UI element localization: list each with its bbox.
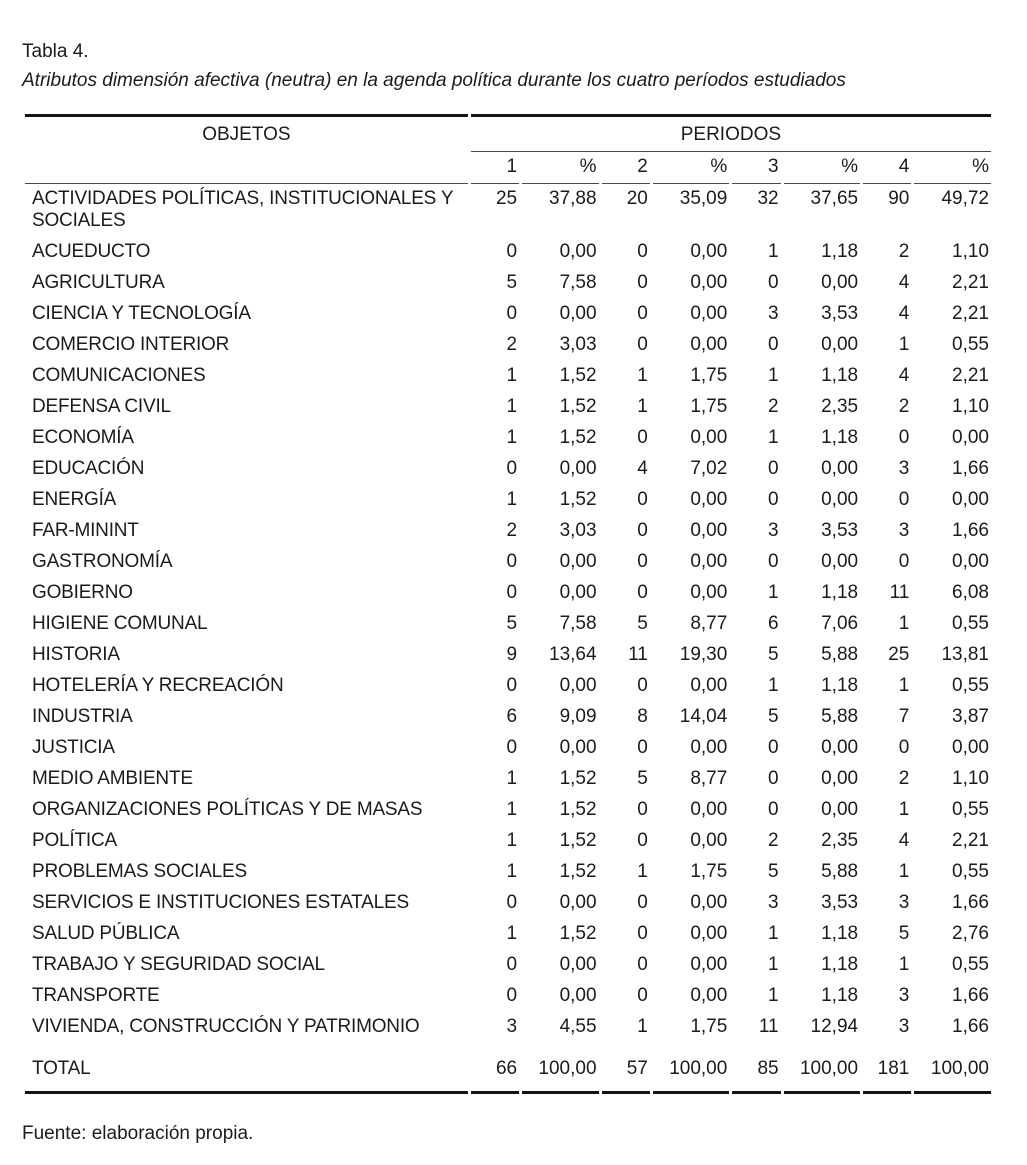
row-count-value: 0 (506, 241, 518, 262)
row-percent-value: 1,66 (952, 892, 989, 913)
row-percent-value: 5,88 (821, 861, 859, 882)
row-percent-value: 1,18 (821, 241, 859, 262)
row-percent-value: 0,00 (952, 551, 989, 572)
row-percent-value: 13,81 (941, 644, 989, 665)
row-percent-value: 5,88 (821, 706, 859, 727)
row-count-value: 5 (637, 613, 648, 634)
row-count-value: 0 (768, 737, 779, 758)
row-count-value: 3 (898, 985, 910, 1006)
row-count-value: 0 (768, 272, 779, 293)
table-row (25, 1012, 991, 1043)
row-count-value: 0 (506, 551, 518, 572)
row-count-value: 1 (506, 830, 518, 851)
row-percent-value: 5,88 (821, 644, 859, 665)
row-percent-value: 0,00 (690, 737, 728, 758)
row-percent-value: 0,00 (559, 551, 597, 572)
row-percent-value: 3,53 (821, 303, 859, 324)
row-count-value: 1 (637, 396, 648, 417)
table-row (25, 981, 991, 1012)
row-count-value: 0 (637, 830, 648, 851)
row-count-value: 1 (637, 861, 648, 882)
row-count-value: 5 (768, 861, 779, 882)
row-count-value: 32 (757, 188, 779, 209)
row-percent-value: 7,58 (559, 613, 597, 634)
row-percent-value: 3,87 (952, 706, 989, 727)
row-percent-value: 2,21 (952, 272, 989, 293)
row-percent-value: 1,52 (559, 768, 597, 789)
row-label: FAR-MININT (32, 520, 139, 541)
table-body (25, 184, 991, 1094)
table-label: Tabla 4. (22, 41, 89, 62)
data-table (22, 114, 994, 1094)
row-label: AGRICULTURA (32, 272, 165, 293)
row-count-value: 5 (506, 272, 518, 293)
row-percent-value: 1,66 (952, 985, 989, 1006)
row-count-value: 0 (898, 489, 910, 510)
row-count-value: 0 (637, 737, 648, 758)
row-count-value: 0 (506, 675, 518, 696)
table-row (25, 454, 991, 485)
row-percent-value: 1,66 (952, 458, 989, 479)
row-percent-value: 0,00 (821, 458, 859, 479)
row-percent-value: 1,52 (559, 396, 597, 417)
row-count-value: 0 (637, 551, 648, 572)
row-percent-value: 4,55 (559, 1016, 597, 1037)
table-row (25, 392, 991, 423)
row-count-value: 11 (758, 1016, 779, 1037)
row-count-value: 0 (637, 923, 648, 944)
row-percent-value: 0,00 (559, 241, 597, 262)
row-count-value: 0 (637, 272, 648, 293)
row-count-value: 3 (898, 458, 910, 479)
row-percent-value: 0,00 (690, 427, 728, 448)
table-row (25, 516, 991, 547)
row-count-value: 5 (898, 923, 910, 944)
row-percent-value: 1,10 (952, 396, 989, 417)
row-percent-value: 0,00 (690, 334, 728, 355)
row-count-value: 90 (888, 188, 910, 209)
row-count-value: 3 (768, 520, 779, 541)
row-count-value: 1 (898, 799, 910, 820)
row-percent-value: 2,35 (821, 396, 859, 417)
row-percent-value: 2,76 (952, 923, 989, 944)
row-count-value: 5 (637, 768, 648, 789)
row-count-value: 0 (768, 458, 779, 479)
row-count-value: 0 (637, 520, 648, 541)
row-count-value: 0 (898, 551, 910, 572)
row-label: COMUNICACIONES (32, 365, 206, 386)
table-row (25, 795, 991, 826)
row-percent-value: 1,52 (559, 830, 597, 851)
row-count-value: 2 (898, 396, 910, 417)
row-percent-value: 7,58 (559, 272, 597, 293)
row-percent-value: 49,72 (941, 188, 989, 209)
row-label: VIVIENDA, CONSTRUCCIÓN Y PATRIMONIO (32, 1016, 420, 1037)
row-label: MEDIO AMBIENTE (32, 768, 193, 789)
row-label: POLÍTICA (32, 830, 117, 851)
total-label: TOTAL (25, 1043, 468, 1094)
row-percent-value: 7,06 (821, 613, 859, 634)
row-count-value: 1 (768, 241, 779, 262)
row-label: DEFENSA CIVIL (32, 396, 171, 417)
row-count-value: 11 (628, 644, 648, 665)
row-count-value: 0 (768, 334, 779, 355)
row-count-value: 0 (768, 489, 779, 510)
table-title: Atributos dimensión afectiva (neutra) en la agenda política durante los cuatro períodos estudiados (22, 70, 846, 91)
row-label: TRABAJO Y SEGURIDAD SOCIAL (32, 954, 325, 975)
row-count-value: 4 (898, 365, 910, 386)
row-percent-value: 0,00 (559, 985, 597, 1006)
row-count-value: 0 (506, 737, 518, 758)
row-count-value: 0 (637, 303, 648, 324)
row-count-value: 25 (888, 644, 910, 665)
column-header-objects: OBJETOS (25, 114, 468, 184)
sub-header-percent-4: % (914, 152, 991, 184)
row-percent-value: 0,55 (952, 675, 989, 696)
row-percent-value: 3,53 (821, 892, 859, 913)
table-row (25, 702, 991, 733)
row-percent-value: 0,00 (559, 458, 597, 479)
row-percent-value: 1,66 (952, 520, 989, 541)
total-row (25, 1043, 991, 1094)
table-row (25, 184, 991, 237)
row-count-value: 7 (898, 706, 910, 727)
row-count-value: 2 (768, 396, 779, 417)
row-percent-value: 0,00 (559, 892, 597, 913)
group-header-row (25, 114, 991, 152)
row-count-value: 4 (637, 458, 648, 479)
row-percent-value: 8,77 (690, 768, 728, 789)
row-percent-value: 1,18 (821, 582, 859, 603)
table-row (25, 423, 991, 454)
row-count-value: 1 (898, 675, 910, 696)
table-row (25, 671, 991, 702)
table-row (25, 826, 991, 857)
row-count-value: 6 (768, 613, 779, 634)
row-count-value: 1 (506, 861, 518, 882)
row-percent-value: 1,52 (559, 489, 597, 510)
row-percent-value: 1,10 (952, 241, 989, 262)
sub-header-period-4: 4 (863, 152, 911, 184)
column-header-periods: PERIODOS (471, 114, 991, 152)
row-label: ENERGÍA (32, 489, 117, 510)
row-label: GOBIERNO (32, 582, 133, 603)
row-count-value: 1 (768, 427, 779, 448)
row-percent-value: 0,00 (821, 737, 859, 758)
row-percent-value: 19,30 (679, 644, 728, 665)
row-count-value: 0 (637, 799, 648, 820)
row-count-value: 0 (637, 892, 648, 913)
row-percent-value: 0,00 (690, 892, 728, 913)
row-percent-value: 37,65 (810, 188, 859, 209)
row-count-value: 1 (506, 799, 518, 820)
row-percent-value: 3,03 (559, 520, 597, 541)
row-count-value: 1 (768, 675, 779, 696)
row-label: ORGANIZACIONES POLÍTICAS Y DE MASAS (32, 799, 423, 820)
row-count-value: 1 (898, 613, 910, 634)
row-count-value: 1 (898, 861, 910, 882)
row-label: HIGIENE COMUNAL (32, 613, 208, 634)
row-label: HOTELERÍA Y RECREACIÓN (32, 675, 284, 696)
row-count-value: 0 (768, 768, 779, 789)
row-count-value: 5 (768, 706, 779, 727)
row-percent-value: 1,75 (690, 365, 728, 386)
row-count-value: 1 (506, 365, 518, 386)
row-percent-value: 1,10 (952, 768, 989, 789)
row-count-value: 3 (898, 1016, 910, 1037)
row-count-value: 0 (637, 954, 648, 975)
row-count-value: 0 (637, 985, 648, 1006)
row-percent-value: 0,00 (690, 799, 728, 820)
row-percent-value: 0,00 (690, 303, 728, 324)
row-count-value: 0 (637, 427, 648, 448)
row-count-value: 0 (506, 582, 518, 603)
row-percent-value: 0,00 (690, 675, 728, 696)
row-percent-value: 100,00 (522, 1043, 598, 1094)
row-percent-value: 100,00 (784, 1043, 860, 1094)
row-count-value: 1 (768, 985, 779, 1006)
row-count-value: 1 (637, 365, 648, 386)
row-percent-value: 1,52 (559, 861, 597, 882)
row-count-value: 0 (506, 985, 518, 1006)
row-count-value: 8 (637, 706, 648, 727)
row-count-value: 1 (768, 923, 779, 944)
row-label: TRANSPORTE (32, 985, 160, 1006)
row-count-value: 2 (768, 830, 779, 851)
row-count-value: 85 (732, 1043, 780, 1094)
row-count-value: 0 (637, 489, 648, 510)
row-percent-value: 0,00 (952, 489, 989, 510)
row-count-value: 3 (898, 892, 910, 913)
row-percent-value: 2,21 (952, 365, 989, 386)
row-count-value: 3 (898, 520, 910, 541)
row-percent-value: 0,00 (690, 923, 728, 944)
row-count-value: 2 (898, 241, 910, 262)
row-percent-value: 2,21 (952, 830, 989, 851)
row-percent-value: 0,00 (821, 768, 859, 789)
table-row (25, 299, 991, 330)
row-count-value: 3 (768, 892, 779, 913)
row-count-value: 0 (768, 551, 779, 572)
row-percent-value: 1,52 (559, 365, 597, 386)
row-count-value: 181 (863, 1043, 911, 1094)
row-count-value: 5 (768, 644, 779, 665)
table-row (25, 733, 991, 764)
row-count-value: 0 (637, 241, 648, 262)
row-percent-value: 0,55 (952, 613, 989, 634)
row-percent-value: 100,00 (914, 1043, 991, 1094)
row-count-value: 1 (506, 923, 518, 944)
sub-header-period-3: 3 (732, 152, 780, 184)
row-count-value: 0 (898, 737, 910, 758)
row-count-value: 1 (506, 427, 518, 448)
row-percent-value: 0,00 (690, 582, 728, 603)
row-percent-value: 13,64 (549, 644, 597, 665)
row-percent-value: 0,55 (952, 861, 989, 882)
row-count-value: 25 (495, 188, 518, 209)
row-label: INDUSTRIA (32, 706, 133, 727)
row-label: GASTRONOMÍA (32, 551, 173, 572)
row-percent-value: 7,02 (690, 458, 728, 479)
row-percent-value: 0,00 (690, 551, 728, 572)
row-count-value: 1 (506, 489, 518, 510)
row-percent-value: 1,52 (559, 427, 597, 448)
row-percent-value: 0,55 (952, 799, 989, 820)
row-label: ECONOMÍA (32, 427, 134, 448)
row-count-value: 1 (768, 365, 779, 386)
row-percent-value: 0,00 (559, 737, 597, 758)
table-row (25, 330, 991, 361)
table-row (25, 764, 991, 795)
table-row (25, 857, 991, 888)
table-row (25, 578, 991, 609)
row-percent-value: 1,52 (559, 923, 597, 944)
row-percent-value: 0,00 (559, 582, 597, 603)
table-row (25, 950, 991, 981)
row-count-value: 0 (898, 427, 910, 448)
row-percent-value: 1,66 (952, 1016, 989, 1037)
row-percent-value: 1,75 (690, 861, 728, 882)
row-percent-value: 8,77 (690, 613, 728, 634)
table-row (25, 919, 991, 950)
row-count-value: 1 (637, 1016, 648, 1037)
row-percent-value: 1,52 (559, 799, 597, 820)
sub-header-period-2: 2 (602, 152, 650, 184)
row-count-value: 2 (506, 520, 518, 541)
row-count-value: 1 (898, 334, 910, 355)
row-count-value: 1 (506, 396, 518, 417)
row-label: COMERCIO INTERIOR (32, 334, 230, 355)
table-row (25, 547, 991, 578)
row-label: PROBLEMAS SOCIALES (32, 861, 247, 882)
row-percent-value: 0,00 (690, 830, 728, 851)
table-row (25, 888, 991, 919)
row-count-value: 4 (898, 303, 910, 324)
row-percent-value: 2,35 (821, 830, 859, 851)
row-count-value: 1 (898, 954, 910, 975)
row-label: ACUEDUCTO (32, 241, 151, 262)
row-percent-value: 0,00 (952, 737, 989, 758)
row-count-value: 2 (506, 334, 518, 355)
row-percent-value: 1,18 (821, 954, 859, 975)
row-percent-value: 0,00 (821, 272, 859, 293)
row-label: SALUD PÚBLICA (32, 923, 180, 944)
row-percent-value: 2,21 (952, 303, 989, 324)
row-percent-value: 0,00 (690, 985, 728, 1006)
row-count-value: 57 (602, 1043, 650, 1094)
row-percent-value: 0,00 (559, 954, 597, 975)
row-count-value: 5 (506, 613, 518, 634)
row-percent-value: 1,18 (821, 923, 859, 944)
row-percent-value: 0,00 (690, 272, 728, 293)
sub-header-period-1: 1 (471, 152, 519, 184)
table-row (25, 609, 991, 640)
row-percent-value: 1,75 (690, 1016, 728, 1037)
row-percent-value: 3,03 (559, 334, 597, 355)
row-count-value: 66 (471, 1043, 519, 1094)
row-count-value: 1 (768, 582, 779, 603)
row-percent-value: 12,94 (810, 1016, 859, 1037)
row-label: EDUCACIÓN (32, 458, 145, 479)
row-count-value: 0 (506, 303, 518, 324)
row-count-value: 0 (768, 799, 779, 820)
row-percent-value: 0,00 (559, 675, 597, 696)
row-percent-value: 1,18 (821, 427, 859, 448)
row-count-value: 20 (626, 188, 648, 209)
row-percent-value: 35,09 (679, 188, 728, 209)
row-percent-value: 1,18 (821, 365, 859, 386)
row-percent-value: 0,00 (821, 799, 859, 820)
row-count-value: 1 (768, 954, 779, 975)
row-percent-value: 1,18 (821, 985, 859, 1006)
row-count-value: 9 (506, 644, 518, 665)
row-percent-value: 1,75 (690, 396, 728, 417)
row-percent-value: 14,04 (679, 706, 728, 727)
row-percent-value: 100,00 (653, 1043, 729, 1094)
row-count-value: 4 (898, 272, 910, 293)
table-row (25, 485, 991, 516)
row-count-value: 0 (506, 458, 518, 479)
source-note: Fuente: elaboración propia. (22, 1123, 254, 1144)
row-percent-value: 0,00 (690, 241, 728, 262)
row-count-value: 1 (506, 768, 518, 789)
row-label: CIENCIA Y TECNOLOGÍA (32, 303, 251, 324)
row-count-value: 11 (889, 582, 910, 603)
row-percent-value: 0,00 (821, 334, 859, 355)
row-percent-value: 0,55 (952, 334, 989, 355)
row-count-value: 0 (637, 334, 648, 355)
row-count-value: 3 (768, 303, 779, 324)
row-percent-value: 37,88 (549, 188, 597, 209)
sub-header-percent-1: % (522, 152, 598, 184)
row-percent-value: 0,00 (559, 303, 597, 324)
table-row (25, 361, 991, 392)
row-percent-value: 9,09 (559, 706, 597, 727)
row-label: ACTIVIDADES POLÍTICAS, INSTITUCIONALES Y SOCIALES (32, 188, 454, 231)
row-count-value: 6 (506, 706, 518, 727)
row-percent-value: 0,00 (821, 551, 859, 572)
row-percent-value: 0,00 (821, 489, 859, 510)
row-percent-value: 0,00 (952, 427, 989, 448)
row-percent-value: 0,00 (690, 489, 728, 510)
row-count-value: 0 (637, 675, 648, 696)
row-count-value: 4 (898, 830, 910, 851)
row-count-value: 2 (898, 768, 910, 789)
table-row (25, 640, 991, 671)
row-count-value: 0 (506, 954, 518, 975)
row-label: HISTORIA (32, 644, 120, 665)
row-percent-value: 0,00 (690, 520, 728, 541)
row-count-value: 0 (637, 582, 648, 603)
row-percent-value: 0,00 (690, 954, 728, 975)
row-label: SERVICIOS E INSTITUCIONES ESTATALES (32, 892, 409, 913)
row-percent-value: 1,18 (821, 675, 859, 696)
row-count-value: 3 (506, 1016, 518, 1037)
row-label: JUSTICIA (32, 737, 115, 758)
table-row (25, 237, 991, 268)
row-percent-value: 0,55 (952, 954, 989, 975)
sub-header-percent-2: % (653, 152, 729, 184)
row-percent-value: 3,53 (821, 520, 859, 541)
row-percent-value: 6,08 (952, 582, 989, 603)
table-row (25, 268, 991, 299)
row-count-value: 0 (506, 892, 518, 913)
sub-header-percent-3: % (784, 152, 860, 184)
